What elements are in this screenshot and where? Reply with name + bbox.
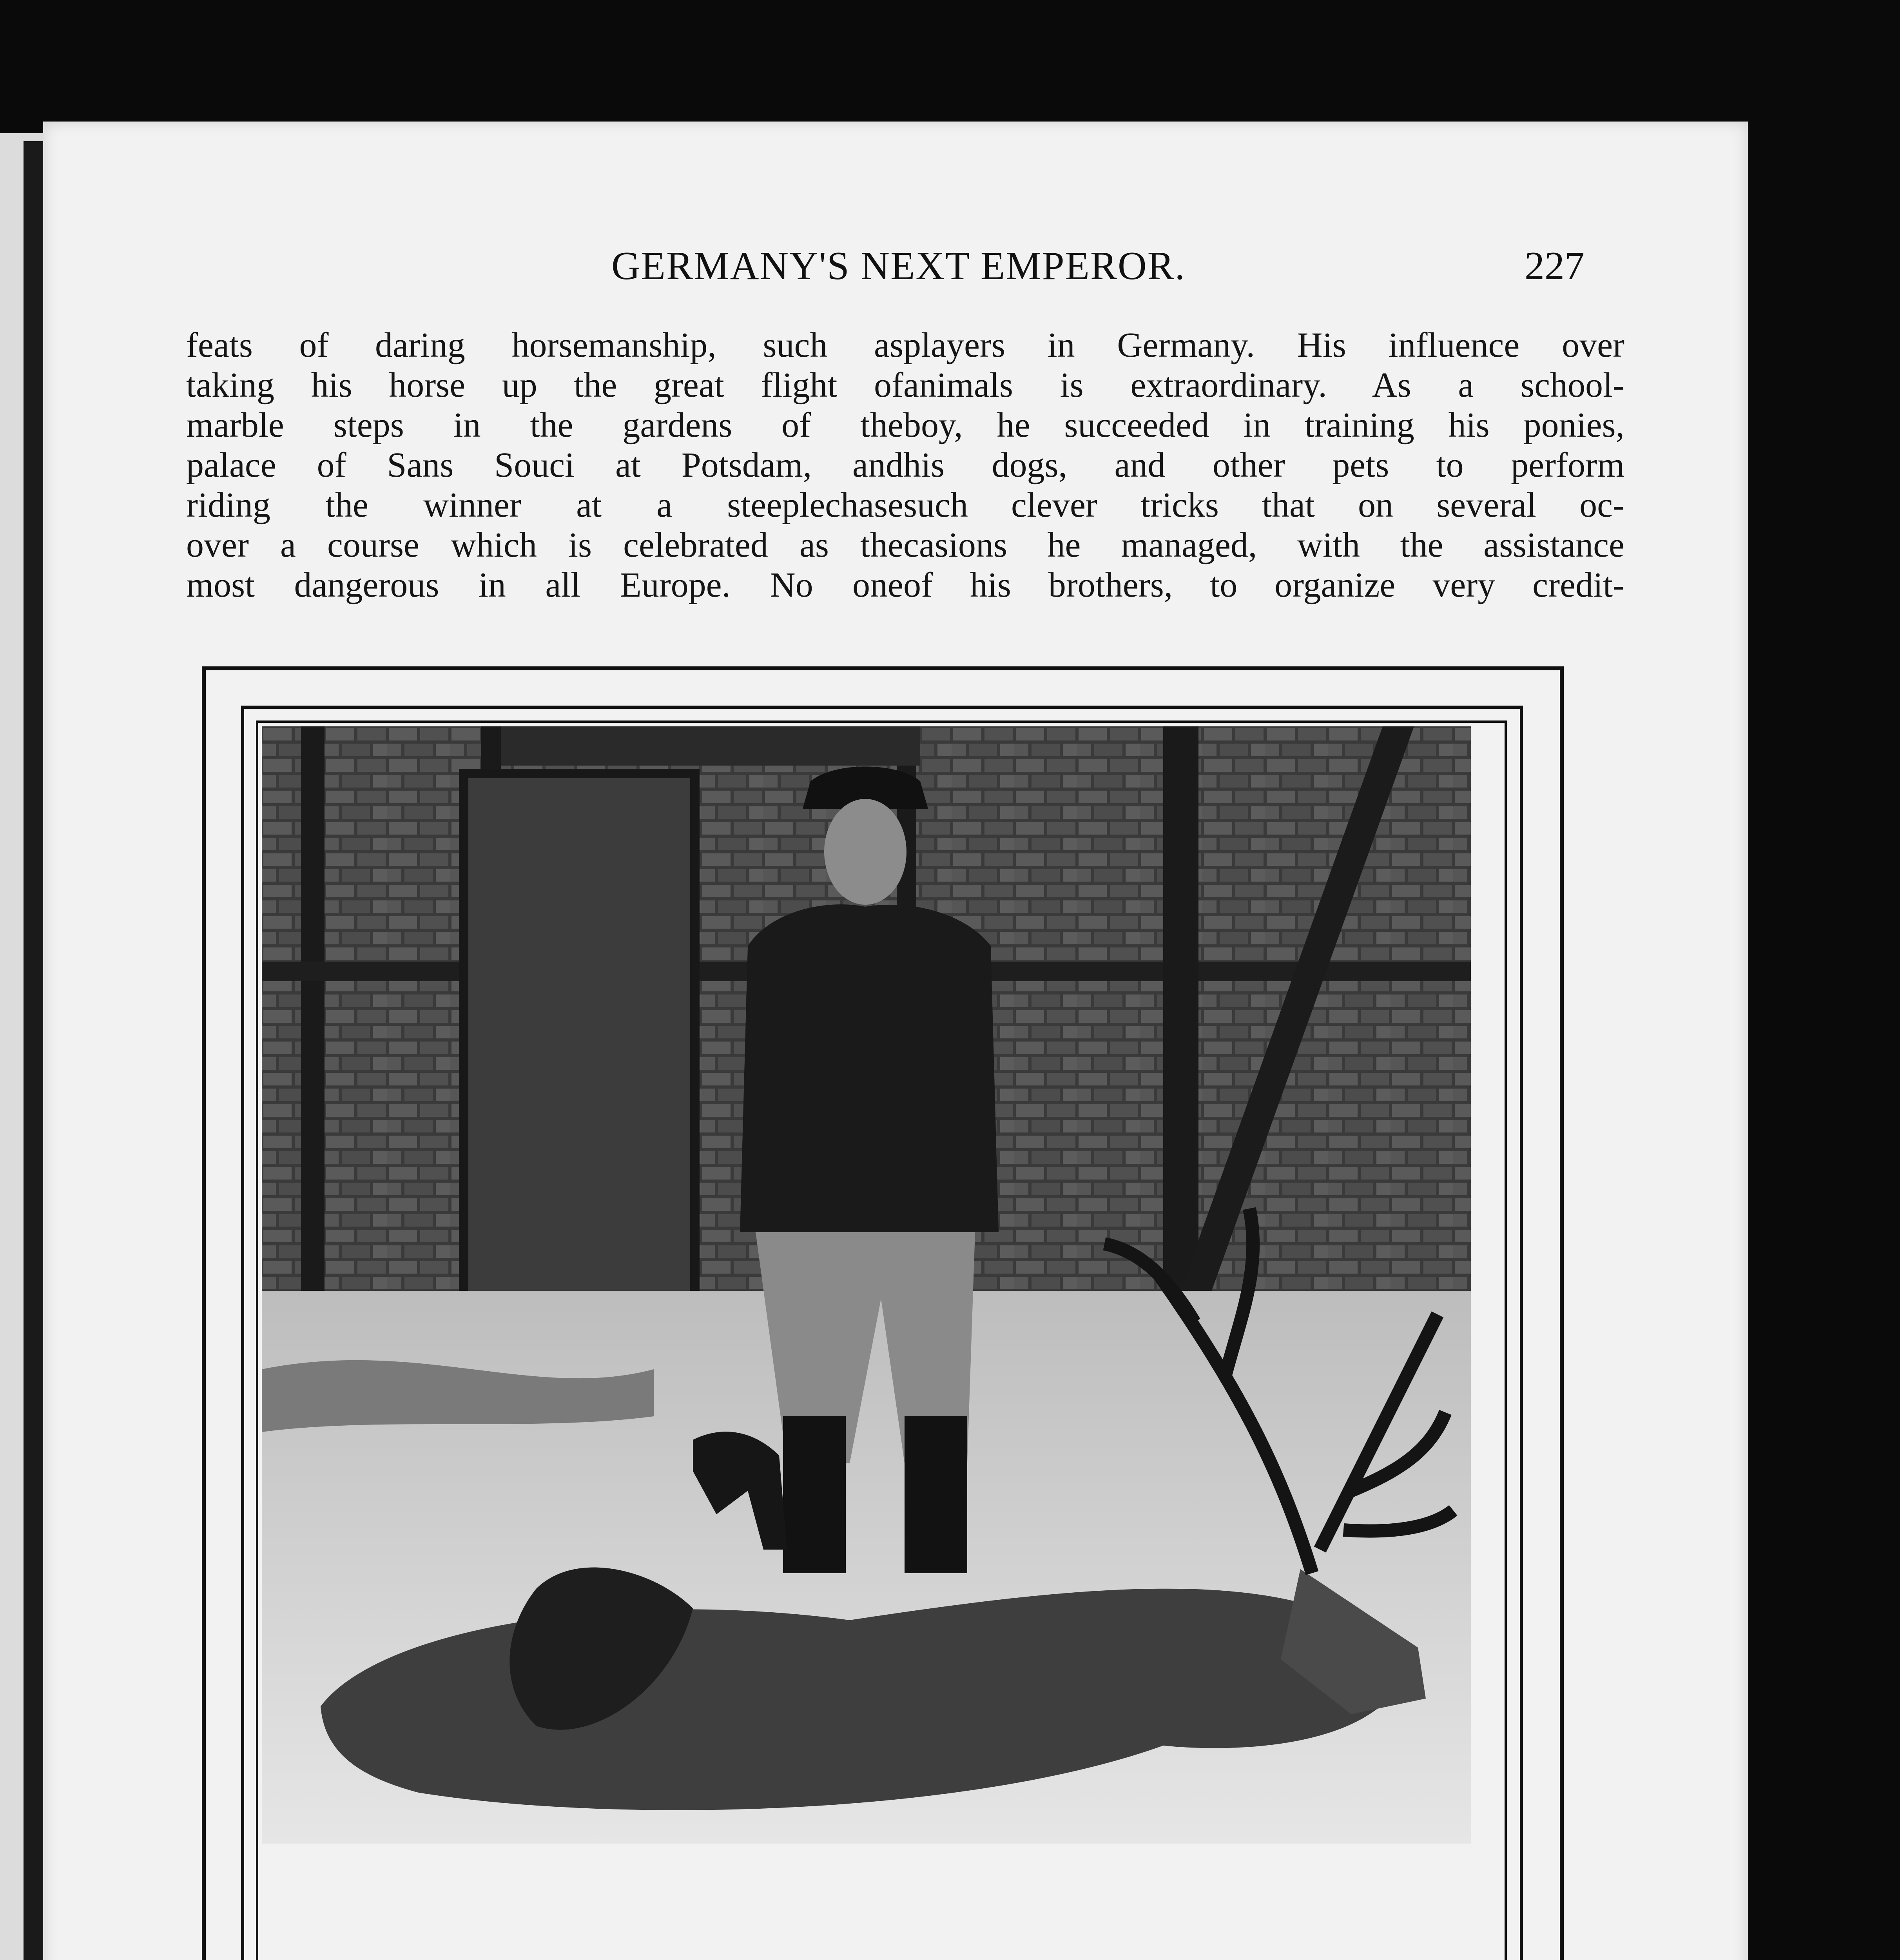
text-line: palace of Sans Souci at Potsdam, and: [186, 446, 903, 485]
text-line: boy, he succeeded in training his ponies,: [903, 406, 1624, 445]
photograph: [262, 726, 1471, 1844]
text-line: animals is extraordinary. As a school-: [903, 366, 1624, 405]
text-line: over a course which is celebrated as the: [186, 526, 903, 564]
page-number: 227: [1525, 244, 1585, 288]
text-line: players in Germany. His influence over: [903, 326, 1624, 365]
text-line: such clever tricks that on several oc-: [903, 486, 1624, 524]
top-right-column: [903, 325, 1624, 605]
top-left-column: [186, 325, 903, 605]
page-header: [43, 243, 1748, 302]
text-line: taking his horse up the great flight of: [186, 366, 903, 405]
running-title: GERMANY'S NEXT EMPEROR.: [611, 244, 1186, 288]
text-line: marble steps in the gardens of the: [186, 406, 903, 445]
text-line: his dogs, and other pets to perform: [903, 446, 1624, 485]
spine-shadow: [24, 141, 43, 1960]
hunter-with-stag-photo: [262, 726, 1471, 1844]
text-line: riding the winner at a steeplechase: [186, 486, 903, 524]
text-line: of his brothers, to organize very credit-: [903, 566, 1624, 604]
photo-frame-inner: [241, 706, 1523, 1960]
photo-frame: [202, 666, 1564, 1960]
text-line: casions he managed, with the assistance: [903, 526, 1624, 564]
text-line: most dangerous in all Europe. No one: [186, 566, 903, 604]
text-line: feats of daring horsemanship, such as: [186, 326, 903, 365]
page: [43, 122, 1748, 1960]
